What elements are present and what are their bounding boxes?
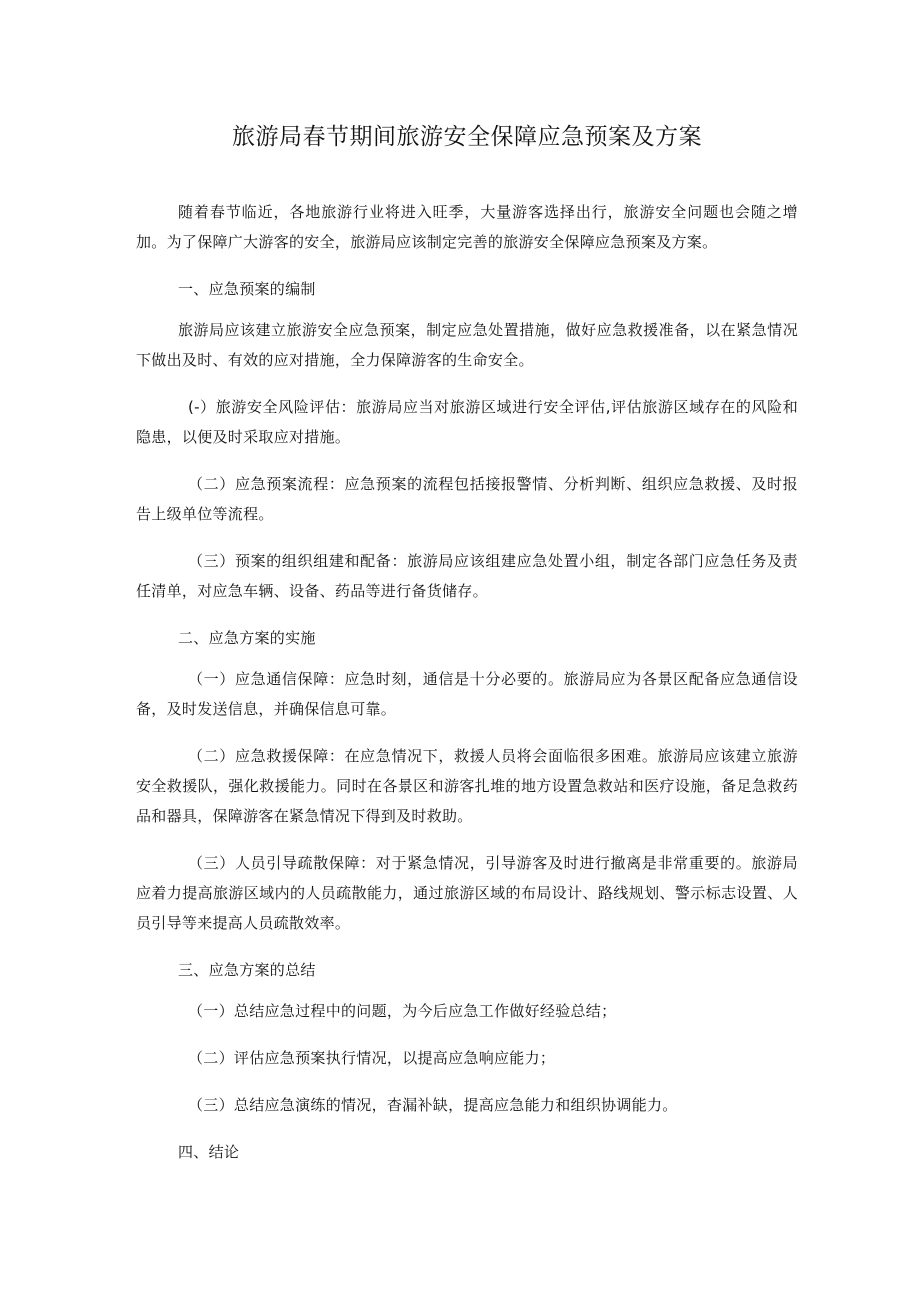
section-2-item-2: （二）应急救援保障：在应急情况下，救援人员将会面临很多困难。旅游局应该建立旅游安全救援队，强化救援能力。同时在各景区和游客扎堆的地方设置急救站和医疗设施，备足急救药品和器具，保障游客在紧急情况下得到及时救助。 <box>136 747 798 825</box>
section-3-item-3: （三）总结应急演练的情况，杳漏补缺，提高应急能力和组织协调能力。 <box>188 1096 678 1114</box>
section-1-item-2: （二）应急预案流程：应急预案的流程包括接报警情、分析判断、组织应急救援、及时报告上级单位等流程。 <box>136 475 798 523</box>
section-3-item-2: （二）评估应急预案执行情况，以提高应急响应能力； <box>188 1049 556 1067</box>
section-heading-4: 四、结论 <box>178 1143 240 1161</box>
section-heading-2: 二、应急方案的实施 <box>178 629 316 647</box>
intro-paragraph: 随着春节临近，各地旅游行业将进入旺季，大量游客选择出行，旅游安全问题也会随之增加。为了保障广大游客的安全，旅游局应该制定完善的旅游安全保障应急预案及方案。 <box>136 203 798 251</box>
section-1-item-1: (-）旅游安全风险评估：旅游局应当对旅游区域进行安全评估,评估旅游区域存在的风险和隐患，以便及时采取应对措施。 <box>136 398 798 446</box>
section-heading-3: 三、应急方案的总结 <box>178 961 316 979</box>
section-2-item-1: （一）应急通信保障：应急时刻，通信是十分必要的。旅游局应为各景区配备应急通信设备，及时发送信息，并确保信息可靠。 <box>136 670 798 718</box>
section-heading-1: 一、应急预案的编制 <box>178 280 316 298</box>
section-3-item-1: （一）总结应急过程中的问题，为今后应急工作做好经验总结； <box>188 1002 617 1020</box>
section-2-item-3: （三）人员引导疏散保障：对于紧急情况，引导游客及时进行撤离是非常重要的。旅游局应着力提高旅游区域内的人员疏散能力，通过旅游区域的布局设计、路线规划、警示标志设置、人员引导等来提高人员疏散效率。 <box>136 854 798 932</box>
section-1-intro: 旅游局应该建立旅游安全应急预案，制定应急处置措施，做好应急救援准备，以在紧急情况下做出及时、有效的应对措施，全力保障游客的生命安全。 <box>136 321 798 369</box>
section-1-item-3: （三）预案的组织组建和配备：旅游局应该组建应急处置小组，制定各部门应急任务及责任清单，对应急车辆、设备、药品等进行备货储存。 <box>136 552 798 600</box>
document-title: 旅游局春节期间旅游安全保障应急预案及方案 <box>232 124 702 150</box>
